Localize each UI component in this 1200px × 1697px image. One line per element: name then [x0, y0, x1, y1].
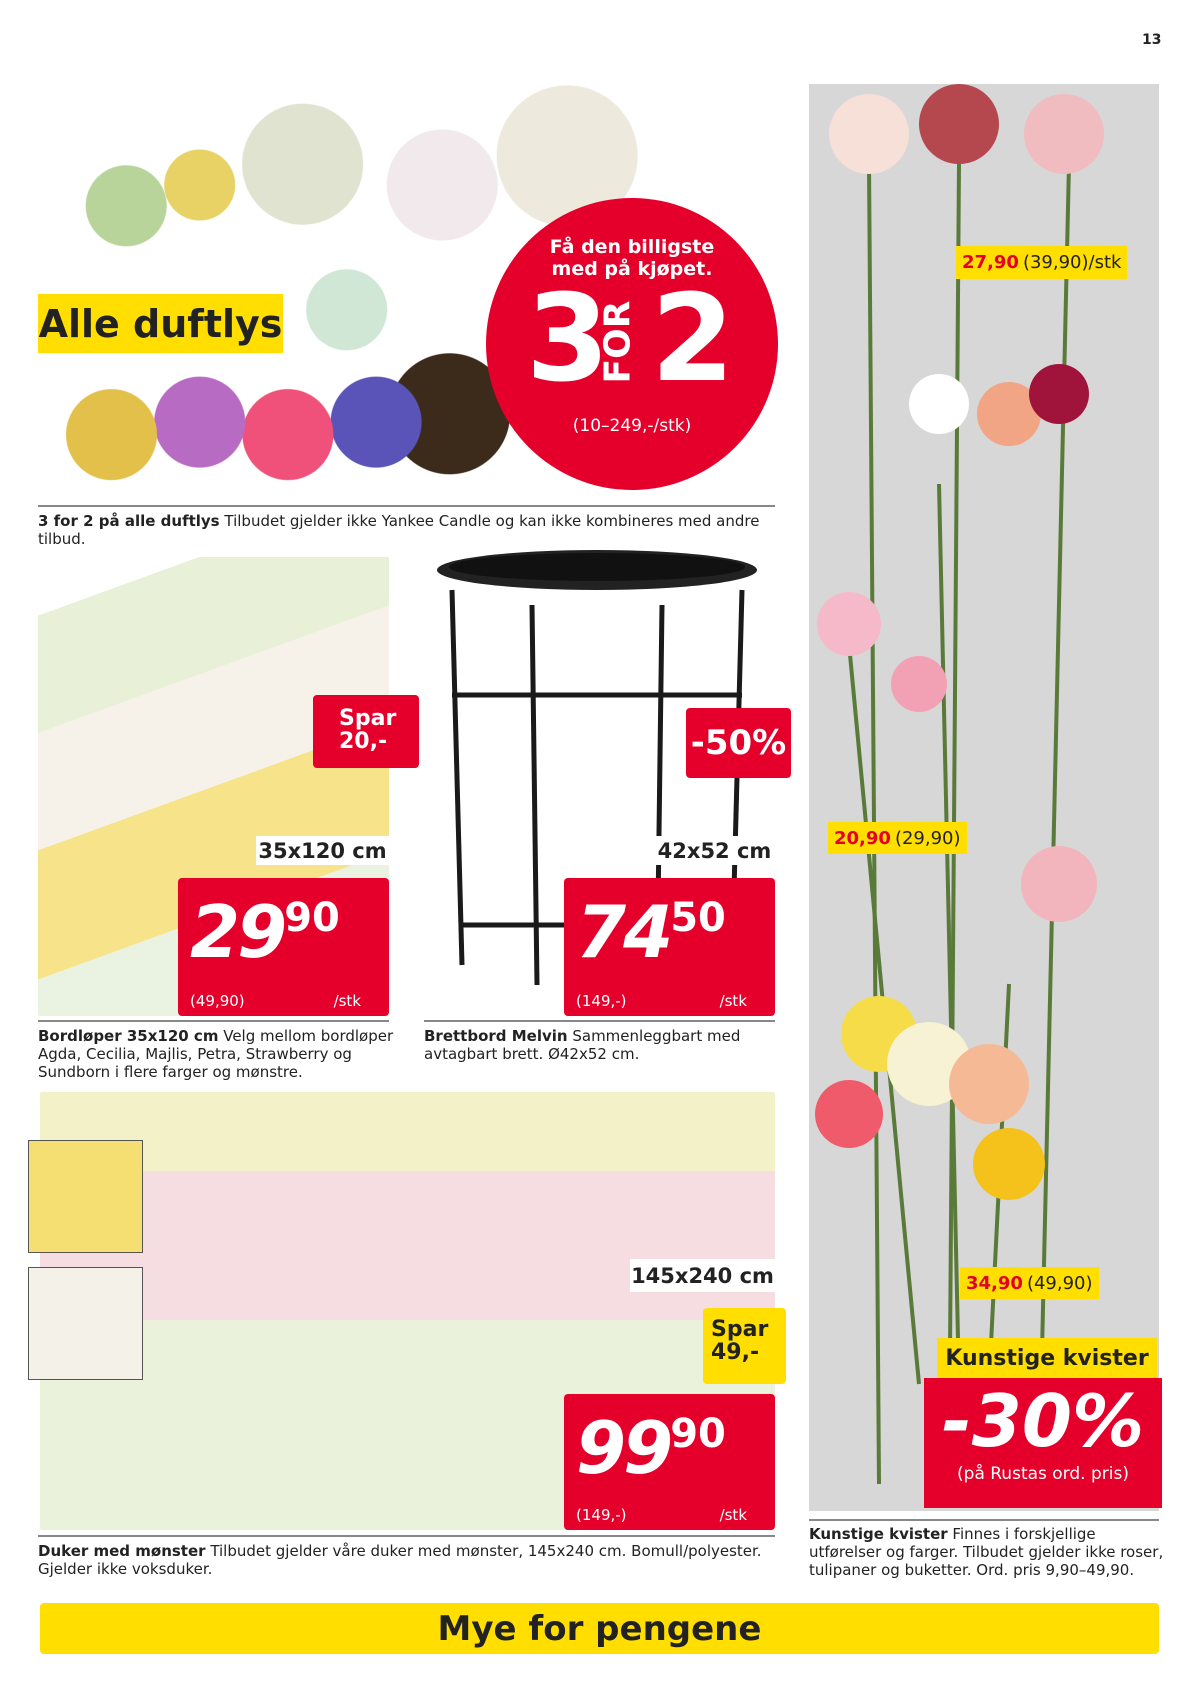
price: [576, 1408, 726, 1488]
price-box: [564, 1394, 775, 1530]
divider: [424, 1020, 775, 1022]
caption-title: Kunstige kvister: [809, 1525, 948, 1543]
flowers-caption: [809, 1525, 1164, 1579]
price-tag-1: [956, 246, 1127, 279]
discount-note: (på Rustas ord. pris): [957, 1464, 1129, 1484]
discount-badge: -50%: [686, 708, 791, 778]
caption-title: Duker med mønster: [38, 1542, 206, 1560]
discount-value: -30%: [941, 1379, 1145, 1463]
three-for-two-badge: [486, 198, 778, 490]
save-badge: [703, 1308, 786, 1384]
price: 34,90: [966, 1272, 1023, 1294]
price: [576, 892, 726, 972]
pattern-swatch-strawberry: [28, 1267, 143, 1380]
size-label: 145x240 cm: [630, 1259, 775, 1292]
size-label: 35x120 cm: [256, 836, 389, 865]
page-number: 13: [1142, 32, 1162, 48]
price-tag-2: [828, 822, 967, 854]
price: 27,90: [962, 252, 1019, 273]
caption-title: Bordløper 35x120 cm: [38, 1027, 219, 1045]
price: [190, 892, 340, 972]
price: 20,90: [834, 827, 891, 849]
price-decimals: 90: [284, 895, 340, 941]
ordinary-price: (49,90): [1026, 1272, 1093, 1294]
divider: [38, 1020, 389, 1022]
price-decimals: 90: [670, 1411, 726, 1457]
ordinary-price: (149,-): [576, 1506, 627, 1524]
price-box: [178, 878, 389, 1016]
ordinary-price: (39,90)/stk: [1022, 252, 1122, 273]
price-tag-3: [960, 1267, 1099, 1299]
divider: [38, 1535, 775, 1537]
price-main: 99: [576, 1406, 671, 1490]
price-box: [564, 878, 775, 1016]
unit: /stk: [333, 992, 361, 1010]
caption-title: 3 for 2 på alle duftlys: [38, 512, 220, 530]
flowers-label: Kunstige kvister: [937, 1338, 1157, 1378]
caption-text: Velg mellom bordløper Agda, Cecilia, Majlis, Petra, Strawberry og Sundborn i flere farger og mønstre.: [38, 1027, 394, 1081]
promo-for: FOR: [597, 300, 639, 384]
tray-table-caption: [424, 1027, 784, 1063]
caption-text: Sammenleggbart med avtagbart brett. Ø42x52 cm.: [424, 1027, 741, 1063]
save-badge: [313, 695, 419, 768]
promo-big-right: 2: [651, 270, 735, 409]
footer-banner: Mye for pengene: [40, 1603, 1159, 1654]
divider: [38, 505, 775, 507]
runner-caption: [38, 1027, 398, 1081]
pattern-swatch-yellow: [28, 1140, 143, 1253]
unit: /stk: [719, 992, 747, 1010]
save-badge-text: Spar 20,-: [339, 706, 397, 754]
promo-big-left: 3: [526, 270, 610, 409]
ordinary-price: (29,90): [894, 827, 961, 849]
price-main: 74: [576, 890, 671, 974]
price-decimals: 50: [670, 895, 726, 941]
tablecloth-caption: [38, 1542, 775, 1578]
promo-line-2: med på kjøpet.: [551, 258, 713, 280]
save-badge-text: Spar 49,-: [711, 1317, 769, 1365]
candles-label: Alle duftlys: [38, 294, 283, 353]
promo-range: (10–249,-/stk): [572, 416, 692, 436]
divider: [809, 1519, 1159, 1521]
ordinary-price: (149,-): [576, 992, 627, 1010]
caption-text: Finnes i forskjellige utførelser og farger. Tilbudet gjelder ikke roser, tulipaner og buketter. Ord. pris 9,90–49,90.: [809, 1525, 1164, 1579]
price-main: 29: [190, 890, 285, 974]
candles-caption: [38, 512, 775, 548]
ordinary-price: (49,90): [190, 992, 245, 1010]
caption-text: Tilbudet gjelder ikke Yankee Candle og kan ikke kombineres med andre tilbud.: [38, 512, 760, 548]
discount-badge: [924, 1378, 1162, 1508]
unit: /stk: [719, 1506, 747, 1524]
caption-text: Tilbudet gjelder våre duker med mønster, 145x240 cm. Bomull/polyester. Gjelder ikke voksduker.: [38, 1542, 762, 1578]
size-label: 42x52 cm: [654, 836, 775, 865]
promo-line-1: Få den billigste: [549, 236, 715, 258]
caption-title: Brettbord Melvin: [424, 1027, 568, 1045]
